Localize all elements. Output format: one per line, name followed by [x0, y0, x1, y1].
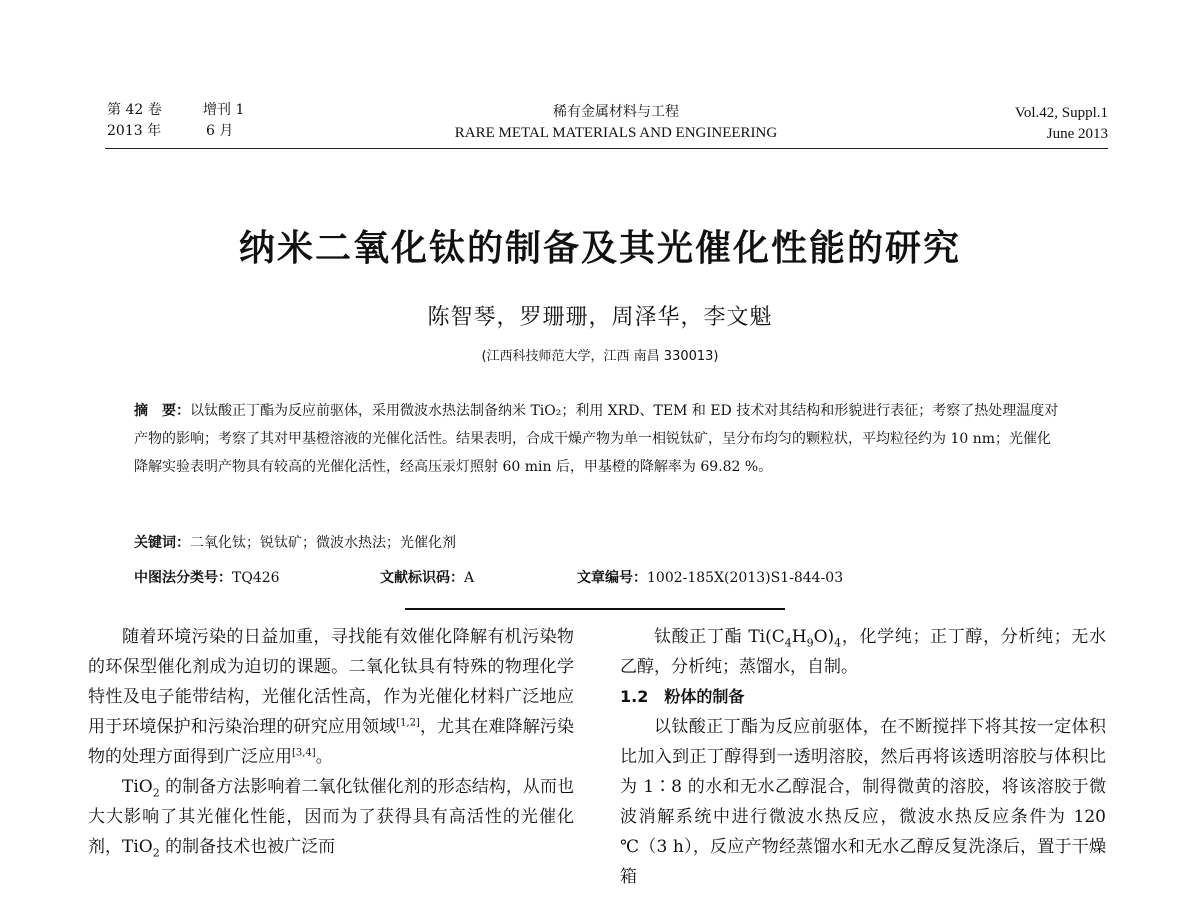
date-en: June 2013 [1046, 126, 1108, 142]
article-number [577, 567, 843, 587]
volume-en: Vol.42, Suppl.1 [1014, 105, 1108, 121]
section-divider [405, 608, 785, 610]
materials-paragraph [620, 622, 1106, 682]
author-list: 陈智琴，罗珊珊，周泽华，李文魁 [427, 305, 773, 330]
subscript-c4: 4 [784, 636, 792, 650]
intro-text-1a: 随着环境污染的日益加重，寻找能有效催化降解有机污染物的环保型催化剂成为迫切的课题。二氧化钛具有特殊的物理化学特性及电子能带结构，光催化活性高，作为光催化材料广泛地应用于环境保护和污染治理的研究应用领域 [88, 627, 574, 737]
document-code-value: A [464, 570, 475, 586]
subscript-2b: 2 [152, 846, 160, 860]
subscript-4: 4 [834, 636, 842, 650]
keywords-text: 二氧化钛；锐钛矿；微波水热法；光催化剂 [190, 535, 456, 551]
intro-paragraph-2 [88, 772, 574, 862]
issue-number-cn: 增刊 1 [203, 102, 245, 118]
clc-value: TQ426 [232, 570, 280, 586]
abstract-text: 以钛酸正丁酯为反应前驱体，采用微波水热法制备纳米 TiO₂；利用 XRD、TEM 和 ED 技术对其结构和形貌进行表征；考察了热处理温度对产物的影响；考察了其对甲基橙溶液的光催化活性。结果表明，合成干燥产物为单一相锐钛矿，呈分布均匀的颗粒状，平均粒径约为 10 nm；光催化降解实验表明产物具有较高的光催化活性，经高压汞灯照射 60 min 后，甲基橙的降解率为 69.82 %。 [134, 403, 1059, 475]
keywords [134, 532, 456, 552]
article-number-value: 1002-185X(2013)S1-844-03 [647, 570, 844, 586]
intro-text-2c: 的制备技术也被广泛而 [159, 837, 336, 857]
journal-title-en: RARE METAL MATERIALS AND ENGINEERING [454, 125, 778, 141]
volume-number-cn: 第 42 卷 [107, 102, 162, 118]
intro-paragraph-1 [88, 622, 574, 772]
section-heading-1-2: 1.2 粉体的制备 [620, 687, 745, 706]
affiliation: (江西科技师范大学，江西 南昌 330013) [481, 349, 719, 364]
journal-title-cn: 稀有金属材料与工程 [553, 104, 679, 120]
intro-text-1c: 。 [315, 747, 333, 767]
abstract-label: 摘 要： [134, 403, 190, 419]
materials-text-b: H [791, 627, 807, 647]
clc-number [134, 567, 280, 587]
document-code-label: 文献标识码： [380, 570, 464, 586]
article-number-label: 文章编号： [577, 570, 647, 586]
subscript-h9: 9 [806, 636, 814, 650]
keywords-label: 关键词： [134, 535, 190, 551]
abstract [134, 397, 1064, 481]
left-column [88, 622, 574, 922]
citation-3-4: [3,4] [292, 747, 316, 759]
header-rule [105, 148, 1108, 149]
preparation-paragraph: 以钛酸正丁酯为反应前驱体，在不断搅拌下将其按一定体积比加入到正丁醇得到一透明溶胶，然后再将该透明溶胶与体积比为 1∶8 的水和无水乙醇混合，制得微黄的溶胶，将该溶胶于微波消解系统中进行微波水热反应，微波水热反应条件为 120 ℃（3 h），反应产物经蒸馏水和无水乙醇反复洗涤后，置于干燥箱 [620, 717, 1106, 887]
citation-1-2: [1,2] [396, 717, 420, 729]
materials-text-a: 钛酸正丁酯 Ti(C [654, 627, 785, 647]
intro-text-2a: TiO [122, 777, 153, 797]
materials-text-d: ，化学纯；正丁醇，分析纯；无水乙醇，分析纯；蒸馏水，自制。 [620, 627, 1106, 677]
document-code [380, 567, 474, 587]
month-value-cn: 6 月 [206, 123, 234, 139]
subscript-2a: 2 [152, 786, 160, 800]
intro-text-2b: 的制备方法影响着二氧化钛催化剂的形态结构，从而也大大影响了其光催化性能，因而为了获得具有高活性的光催化剂，TiO [88, 777, 574, 857]
intro-text-1b: ，尤其在难降解污染物的处理方面得到广泛应用 [88, 717, 574, 767]
year-value-cn: 2013 年 [107, 123, 162, 139]
materials-text-c: O) [813, 627, 835, 647]
right-column [620, 622, 1106, 922]
paper-title: 纳米二氧化钛的制备及其光催化性能的研究 [238, 228, 961, 269]
clc-label: 中图法分类号： [134, 570, 232, 586]
